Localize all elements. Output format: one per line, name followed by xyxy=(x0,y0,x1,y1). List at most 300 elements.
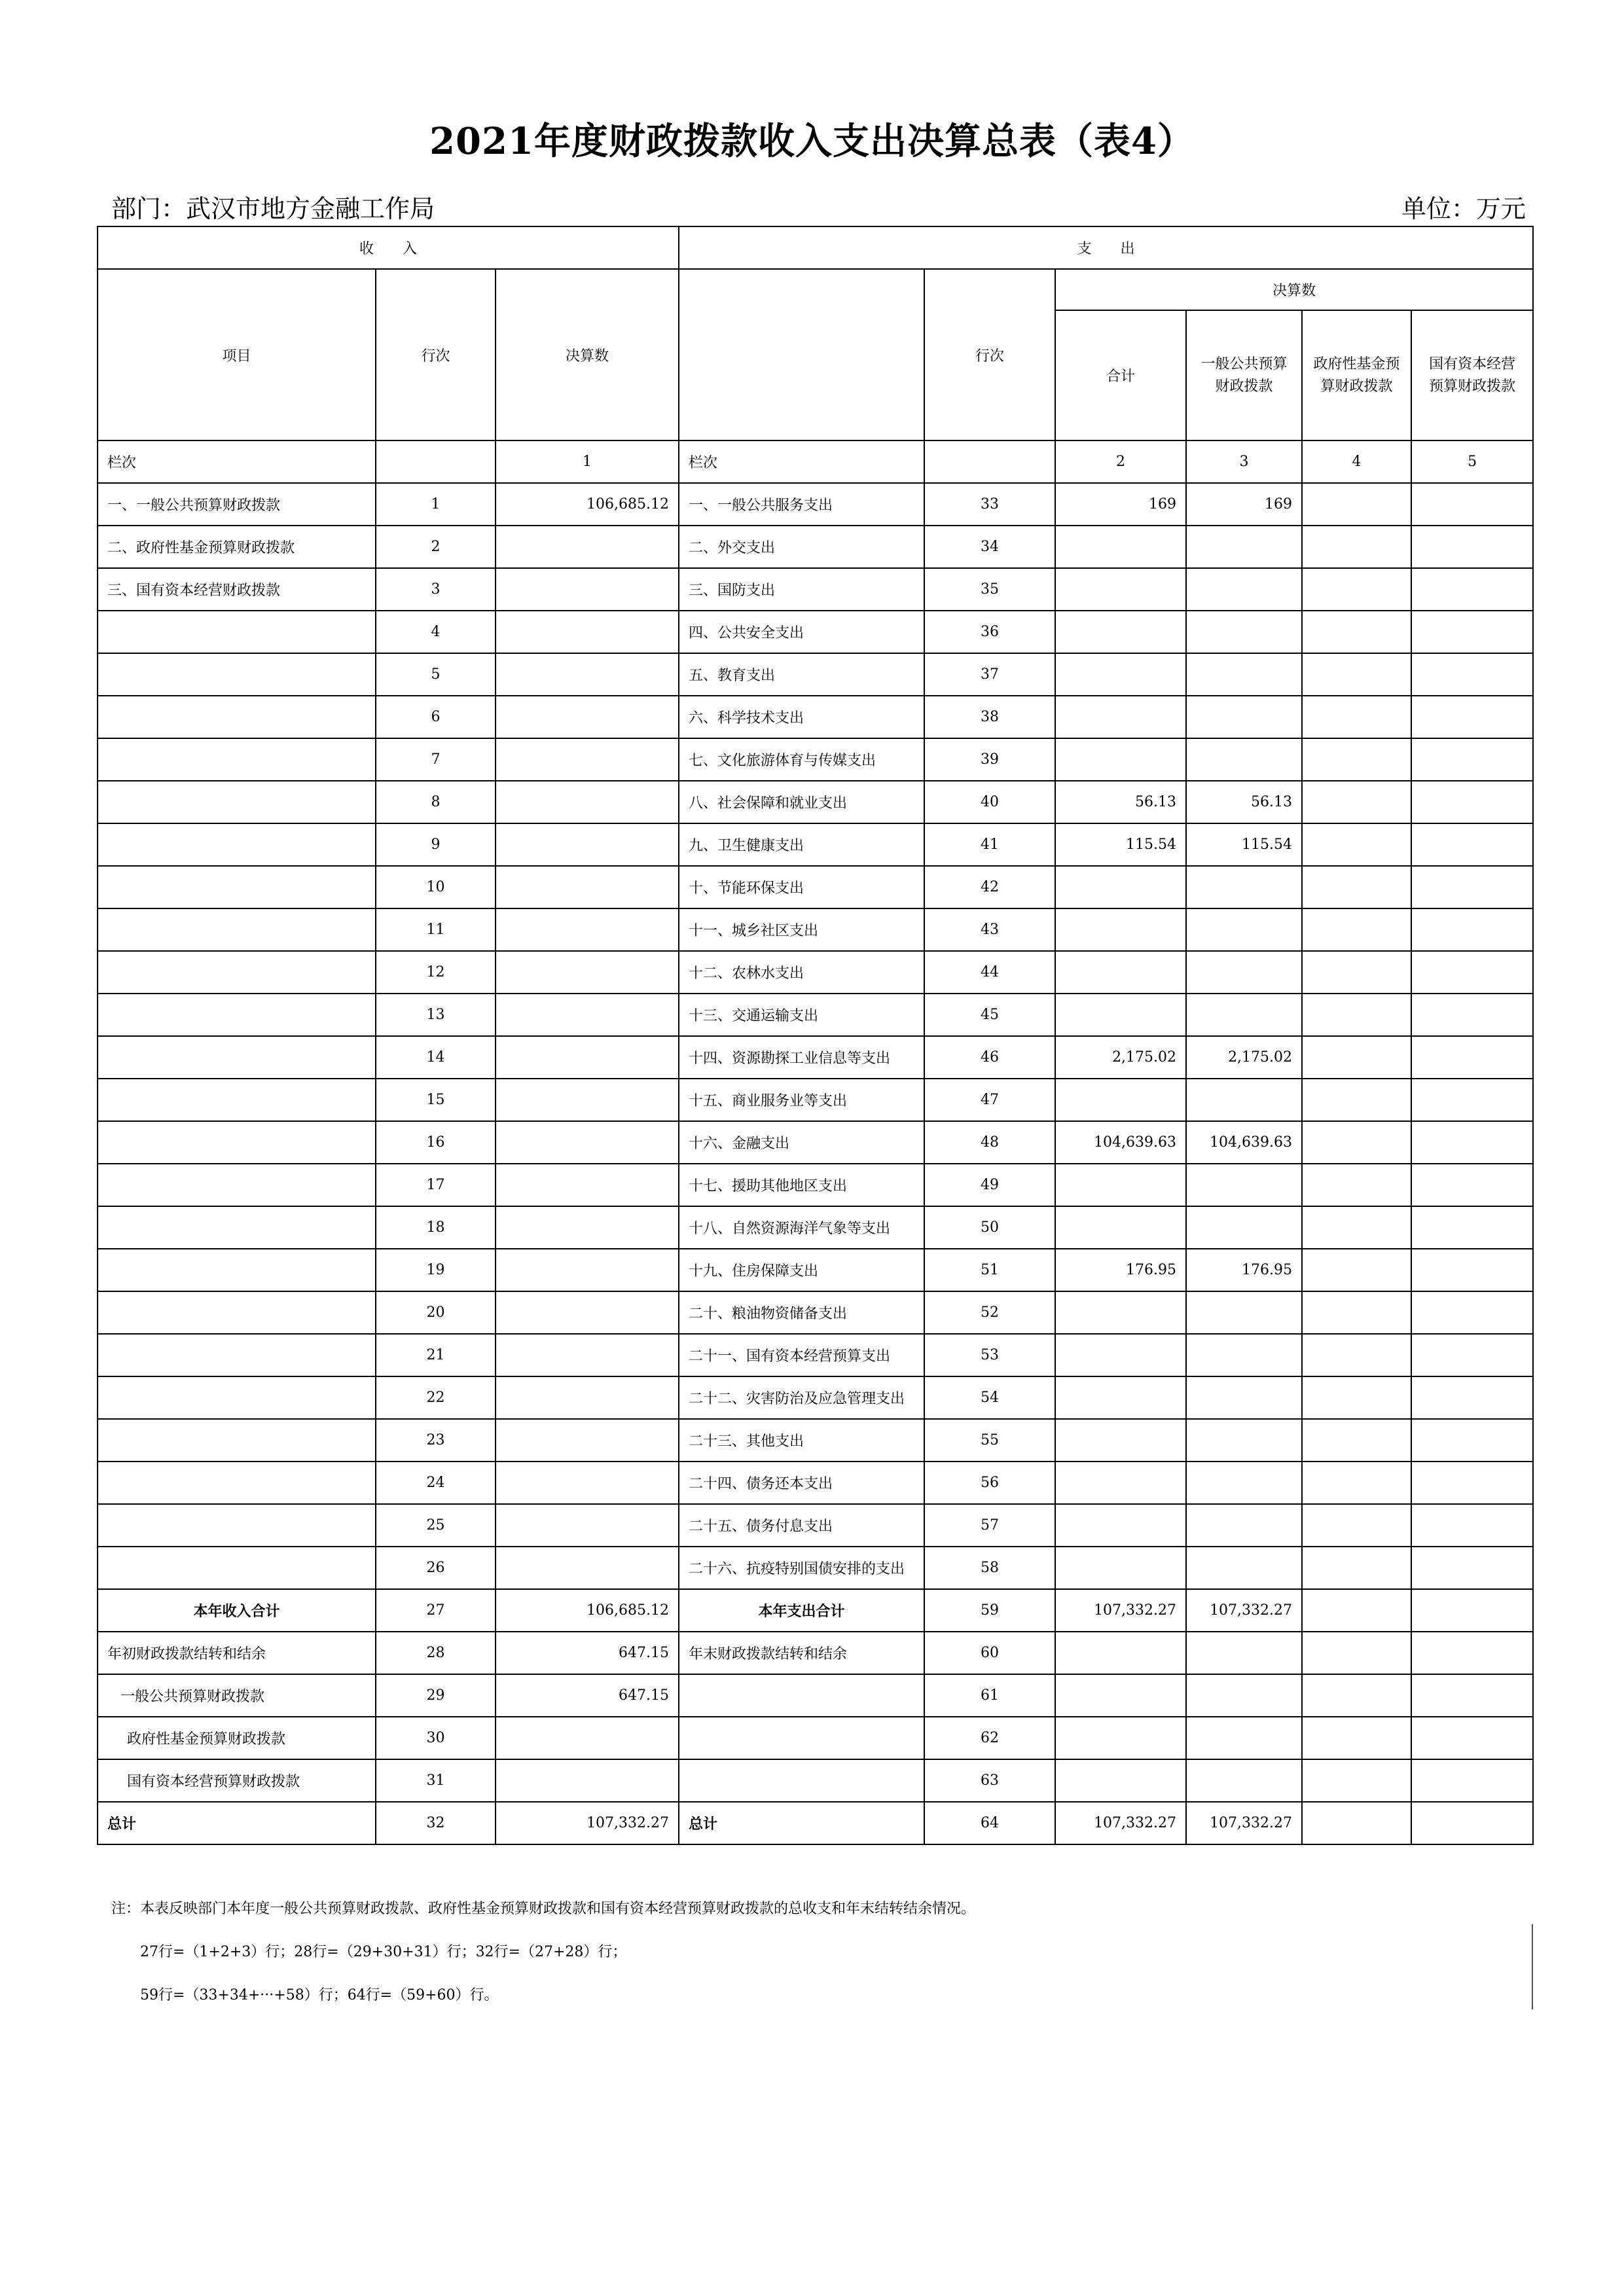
expense-state-capital xyxy=(1411,1419,1533,1462)
column-label-left: 栏次 xyxy=(98,440,376,483)
income-row-no: 17 xyxy=(376,1164,496,1206)
expense-general: 107,332.27 xyxy=(1186,1802,1302,1844)
table-row xyxy=(98,1376,1533,1419)
income-row-no: 4 xyxy=(376,611,496,653)
expense-item xyxy=(679,1759,924,1802)
expense-state-capital xyxy=(1411,1674,1533,1717)
income-item xyxy=(98,738,376,781)
expense-item: 十二、农林水支出 xyxy=(679,951,924,994)
income-item xyxy=(98,653,376,696)
header-income: 收 入 xyxy=(98,226,679,269)
expense-fund xyxy=(1302,1249,1411,1291)
expense-total xyxy=(1055,1632,1186,1674)
expense-row-no: 63 xyxy=(924,1759,1055,1802)
expense-row-no: 38 xyxy=(924,696,1055,738)
expense-fund xyxy=(1302,1674,1411,1717)
expense-state-capital xyxy=(1411,1334,1533,1376)
income-item xyxy=(98,1121,376,1164)
expense-general xyxy=(1186,951,1302,994)
expense-fund xyxy=(1302,1504,1411,1547)
header-expense-row-no: 行次 xyxy=(924,269,1055,440)
page-title: 2021年度财政拨款收入支出决算总表（表4） xyxy=(429,120,1195,163)
header-fund-budget: 政府性基金预算财政拨款 xyxy=(1302,310,1411,440)
expense-row-no: 42 xyxy=(924,866,1055,908)
expense-general xyxy=(1186,1632,1302,1674)
expense-general xyxy=(1186,908,1302,951)
table-row xyxy=(98,1504,1533,1547)
income-amount xyxy=(496,866,679,908)
table-row xyxy=(98,1717,1533,1759)
expense-total xyxy=(1055,1504,1186,1547)
income-row-no: 20 xyxy=(376,1291,496,1334)
expense-item xyxy=(679,1674,924,1717)
income-item: 三、国有资本经营财政拨款 xyxy=(98,568,376,611)
income-amount: 106,685.12 xyxy=(496,483,679,526)
expense-total xyxy=(1055,908,1186,951)
expense-item xyxy=(679,1717,924,1759)
expense-general xyxy=(1186,738,1302,781)
expense-state-capital xyxy=(1411,994,1533,1036)
income-row-no: 29 xyxy=(376,1674,496,1717)
income-amount xyxy=(496,526,679,568)
expense-state-capital xyxy=(1411,1206,1533,1249)
expense-fund xyxy=(1302,823,1411,866)
expense-item: 一、一般公共服务支出 xyxy=(679,483,924,526)
expense-fund xyxy=(1302,1334,1411,1376)
income-row-no: 16 xyxy=(376,1121,496,1164)
income-row-no: 25 xyxy=(376,1504,496,1547)
column-number: 5 xyxy=(1411,440,1533,483)
income-item xyxy=(98,994,376,1036)
income-row-no: 8 xyxy=(376,781,496,823)
expense-row-no: 37 xyxy=(924,653,1055,696)
expense-row-no: 59 xyxy=(924,1589,1055,1632)
income-row-no: 26 xyxy=(376,1547,496,1589)
expense-fund xyxy=(1302,1164,1411,1206)
expense-fund xyxy=(1302,1462,1411,1504)
expense-row-no: 54 xyxy=(924,1376,1055,1419)
expense-fund xyxy=(1302,1547,1411,1589)
column-empty xyxy=(924,440,1055,483)
expense-state-capital xyxy=(1411,1717,1533,1759)
expense-row-no: 43 xyxy=(924,908,1055,951)
income-item xyxy=(98,1079,376,1121)
expense-row-no: 48 xyxy=(924,1121,1055,1164)
table-row xyxy=(98,1419,1533,1462)
income-item xyxy=(98,908,376,951)
expense-general xyxy=(1186,1504,1302,1547)
expense-fund xyxy=(1302,1079,1411,1121)
expense-total xyxy=(1055,866,1186,908)
expense-state-capital xyxy=(1411,1802,1533,1844)
expense-state-capital xyxy=(1411,1589,1533,1632)
expense-fund xyxy=(1302,611,1411,653)
expense-state-capital xyxy=(1411,1291,1533,1334)
income-row-no: 27 xyxy=(376,1589,496,1632)
expense-total xyxy=(1055,951,1186,994)
expense-fund xyxy=(1302,1759,1411,1802)
expense-total xyxy=(1055,994,1186,1036)
expense-state-capital xyxy=(1411,1462,1533,1504)
expense-total: 2,175.02 xyxy=(1055,1036,1186,1079)
expense-fund xyxy=(1302,1632,1411,1674)
header-general-budget: 一般公共预算财政拨款 xyxy=(1186,310,1302,440)
expense-general xyxy=(1186,1206,1302,1249)
expense-state-capital xyxy=(1411,951,1533,994)
header-row-no: 行次 xyxy=(376,269,496,440)
expense-general xyxy=(1186,1462,1302,1504)
income-amount xyxy=(496,1547,679,1589)
table-row xyxy=(98,951,1533,994)
expense-item: 二十、粮油物资储备支出 xyxy=(679,1291,924,1334)
table-header-row-a xyxy=(98,269,1533,310)
income-item xyxy=(98,1291,376,1334)
expense-state-capital xyxy=(1411,1376,1533,1419)
margin-line xyxy=(1532,1924,1533,2009)
income-amount xyxy=(496,994,679,1036)
table-row xyxy=(98,1164,1533,1206)
expense-row-no: 50 xyxy=(924,1206,1055,1249)
expense-item: 本年支出合计 xyxy=(679,1589,924,1632)
expense-item: 二十二、灾害防治及应急管理支出 xyxy=(679,1376,924,1419)
expense-total xyxy=(1055,1079,1186,1121)
expense-general xyxy=(1186,1419,1302,1462)
income-item xyxy=(98,1036,376,1079)
expense-item: 十三、交通运输支出 xyxy=(679,994,924,1036)
expense-fund xyxy=(1302,653,1411,696)
income-row-no: 15 xyxy=(376,1079,496,1121)
expense-total xyxy=(1055,696,1186,738)
income-row-no: 21 xyxy=(376,1334,496,1376)
table-row xyxy=(98,823,1533,866)
expense-item: 二十四、债务还本支出 xyxy=(679,1462,924,1504)
income-item xyxy=(98,781,376,823)
note-line: 27行=（1+2+3）行；28行=（29+30+31）行；32行=（27+28）行； xyxy=(140,1944,627,1960)
expense-item: 十八、自然资源海洋气象等支出 xyxy=(679,1206,924,1249)
expense-row-no: 49 xyxy=(924,1164,1055,1206)
table-row xyxy=(98,908,1533,951)
column-label-right: 栏次 xyxy=(679,440,924,483)
expense-item: 二十三、其他支出 xyxy=(679,1419,924,1462)
expense-total xyxy=(1055,1674,1186,1717)
income-amount xyxy=(496,908,679,951)
income-amount xyxy=(496,568,679,611)
expense-general xyxy=(1186,994,1302,1036)
table-row xyxy=(98,1079,1533,1121)
header-expense-item xyxy=(679,269,924,440)
income-amount xyxy=(496,1121,679,1164)
expense-total xyxy=(1055,1164,1186,1206)
expense-general: 115.54 xyxy=(1186,823,1302,866)
income-amount xyxy=(496,1291,679,1334)
table-row xyxy=(98,1036,1533,1079)
expense-total xyxy=(1055,1759,1186,1802)
table-row xyxy=(98,1802,1533,1844)
header-state-capital: 国有资本经营预算财政拨款 xyxy=(1411,310,1533,440)
income-item xyxy=(98,1504,376,1547)
expense-item: 二、外交支出 xyxy=(679,526,924,568)
income-row-no: 19 xyxy=(376,1249,496,1291)
income-item: 一般公共预算财政拨款 xyxy=(98,1674,376,1717)
unit-label: 单位：万元 xyxy=(1401,194,1526,223)
income-amount xyxy=(496,1376,679,1419)
expense-total xyxy=(1055,1547,1186,1589)
income-amount xyxy=(496,738,679,781)
table-row xyxy=(98,1334,1533,1376)
expense-general: 169 xyxy=(1186,483,1302,526)
expense-general xyxy=(1186,1674,1302,1717)
table-row xyxy=(98,526,1533,568)
income-row-no: 13 xyxy=(376,994,496,1036)
income-item xyxy=(98,1206,376,1249)
income-row-no: 18 xyxy=(376,1206,496,1249)
expense-item: 七、文化旅游体育与传媒支出 xyxy=(679,738,924,781)
header-expense: 支 出 xyxy=(679,226,1533,269)
expense-row-no: 41 xyxy=(924,823,1055,866)
income-amount xyxy=(496,653,679,696)
expense-total xyxy=(1055,1419,1186,1462)
income-row-no: 30 xyxy=(376,1717,496,1759)
income-row-no: 23 xyxy=(376,1419,496,1462)
table-row xyxy=(98,1589,1533,1632)
expense-item: 十五、商业服务业等支出 xyxy=(679,1079,924,1121)
expense-fund xyxy=(1302,1419,1411,1462)
expense-total: 107,332.27 xyxy=(1055,1802,1186,1844)
expense-fund xyxy=(1302,568,1411,611)
expense-item: 二十六、抗疫特别国债安排的支出 xyxy=(679,1547,924,1589)
expense-state-capital xyxy=(1411,526,1533,568)
expense-general xyxy=(1186,1376,1302,1419)
expense-general xyxy=(1186,611,1302,653)
header-total: 合计 xyxy=(1055,310,1186,440)
table-row xyxy=(98,1547,1533,1589)
expense-item: 六、科学技术支出 xyxy=(679,696,924,738)
income-amount xyxy=(496,1334,679,1376)
column-number: 3 xyxy=(1186,440,1302,483)
income-item xyxy=(98,1164,376,1206)
income-amount xyxy=(496,1036,679,1079)
expense-fund xyxy=(1302,994,1411,1036)
expense-fund xyxy=(1302,696,1411,738)
expense-total xyxy=(1055,568,1186,611)
expense-general xyxy=(1186,1547,1302,1589)
income-item xyxy=(98,823,376,866)
expense-general xyxy=(1186,1759,1302,1802)
expense-state-capital xyxy=(1411,1121,1533,1164)
expense-item: 十六、金融支出 xyxy=(679,1121,924,1164)
expense-item: 十九、住房保障支出 xyxy=(679,1249,924,1291)
income-amount xyxy=(496,1419,679,1462)
table-row xyxy=(98,994,1533,1036)
expense-fund xyxy=(1302,738,1411,781)
income-item xyxy=(98,1249,376,1291)
column-number-row xyxy=(98,440,1533,483)
note-line: 注：本表反映部门本年度一般公共预算财政拨款、政府性基金预算财政拨款和国有资本经营预算财政拨款的总收支和年末结转结余情况。 xyxy=(111,1901,976,1917)
table-row xyxy=(98,1249,1533,1291)
expense-row-no: 51 xyxy=(924,1249,1055,1291)
expense-state-capital xyxy=(1411,611,1533,653)
table-row xyxy=(98,866,1533,908)
expense-row-no: 36 xyxy=(924,611,1055,653)
income-item xyxy=(98,951,376,994)
expense-fund xyxy=(1302,1291,1411,1334)
expense-total xyxy=(1055,526,1186,568)
table-row xyxy=(98,781,1533,823)
expense-row-no: 46 xyxy=(924,1036,1055,1079)
expense-general xyxy=(1186,1291,1302,1334)
table-row xyxy=(98,1674,1533,1717)
table-row xyxy=(98,696,1533,738)
table-notes xyxy=(111,1888,975,2017)
expense-total xyxy=(1055,738,1186,781)
table-row xyxy=(98,653,1533,696)
expense-state-capital xyxy=(1411,1632,1533,1674)
expense-item: 四、公共安全支出 xyxy=(679,611,924,653)
expense-total xyxy=(1055,653,1186,696)
expense-state-capital xyxy=(1411,866,1533,908)
income-row-no: 12 xyxy=(376,951,496,994)
table-row xyxy=(98,738,1533,781)
expense-state-capital xyxy=(1411,908,1533,951)
expense-state-capital xyxy=(1411,1164,1533,1206)
expense-state-capital xyxy=(1411,483,1533,526)
income-row-no: 32 xyxy=(376,1802,496,1844)
expense-row-no: 44 xyxy=(924,951,1055,994)
income-amount xyxy=(496,1462,679,1504)
table-row xyxy=(98,568,1533,611)
expense-state-capital xyxy=(1411,696,1533,738)
expense-total xyxy=(1055,1206,1186,1249)
income-amount: 106,685.12 xyxy=(496,1589,679,1632)
column-number: 4 xyxy=(1302,440,1411,483)
income-item xyxy=(98,866,376,908)
income-amount xyxy=(496,1206,679,1249)
expense-row-no: 34 xyxy=(924,526,1055,568)
income-amount xyxy=(496,1759,679,1802)
expense-item: 十七、援助其他地区支出 xyxy=(679,1164,924,1206)
expense-row-no: 56 xyxy=(924,1462,1055,1504)
table-header-income-expense xyxy=(98,226,1533,269)
income-row-no: 24 xyxy=(376,1462,496,1504)
expense-general xyxy=(1186,696,1302,738)
expense-fund xyxy=(1302,1206,1411,1249)
income-amount xyxy=(496,611,679,653)
header-amount-group: 决算数 xyxy=(1055,269,1533,310)
final-accounts-table xyxy=(97,226,1534,1845)
income-amount: 647.15 xyxy=(496,1632,679,1674)
income-amount xyxy=(496,1079,679,1121)
income-amount xyxy=(496,1717,679,1759)
expense-fund xyxy=(1302,1589,1411,1632)
income-item: 本年收入合计 xyxy=(98,1589,376,1632)
income-item xyxy=(98,696,376,738)
expense-row-no: 35 xyxy=(924,568,1055,611)
column-empty xyxy=(376,440,496,483)
expense-item: 三、国防支出 xyxy=(679,568,924,611)
expense-item: 十、节能环保支出 xyxy=(679,866,924,908)
expense-general xyxy=(1186,1079,1302,1121)
expense-row-no: 60 xyxy=(924,1632,1055,1674)
table-row xyxy=(98,1759,1533,1802)
expense-state-capital xyxy=(1411,781,1533,823)
expense-total: 56.13 xyxy=(1055,781,1186,823)
expense-general xyxy=(1186,1334,1302,1376)
expense-item: 二十一、国有资本经营预算支出 xyxy=(679,1334,924,1376)
expense-general: 104,639.63 xyxy=(1186,1121,1302,1164)
income-item xyxy=(98,611,376,653)
expense-fund xyxy=(1302,866,1411,908)
income-row-no: 5 xyxy=(376,653,496,696)
expense-row-no: 61 xyxy=(924,1674,1055,1717)
expense-item: 十一、城乡社区支出 xyxy=(679,908,924,951)
expense-general: 56.13 xyxy=(1186,781,1302,823)
expense-state-capital xyxy=(1411,653,1533,696)
expense-general xyxy=(1186,1164,1302,1206)
income-item: 政府性基金预算财政拨款 xyxy=(98,1717,376,1759)
income-row-no: 2 xyxy=(376,526,496,568)
expense-fund xyxy=(1302,1121,1411,1164)
income-amount xyxy=(496,1504,679,1547)
expense-fund xyxy=(1302,483,1411,526)
expense-total xyxy=(1055,611,1186,653)
income-item: 一、一般公共预算财政拨款 xyxy=(98,483,376,526)
department-label: 部门：武汉市地方金融工作局 xyxy=(111,194,435,223)
expense-row-no: 55 xyxy=(924,1419,1055,1462)
expense-total xyxy=(1055,1717,1186,1759)
expense-row-no: 58 xyxy=(924,1547,1055,1589)
expense-total xyxy=(1055,1291,1186,1334)
expense-item: 十四、资源勘探工业信息等支出 xyxy=(679,1036,924,1079)
expense-fund xyxy=(1302,1802,1411,1844)
income-row-no: 1 xyxy=(376,483,496,526)
expense-total xyxy=(1055,1376,1186,1419)
expense-row-no: 57 xyxy=(924,1504,1055,1547)
expense-state-capital xyxy=(1411,823,1533,866)
expense-general xyxy=(1186,653,1302,696)
expense-general xyxy=(1186,1717,1302,1759)
expense-fund xyxy=(1302,908,1411,951)
expense-general xyxy=(1186,568,1302,611)
income-item: 国有资本经营预算财政拨款 xyxy=(98,1759,376,1802)
table-row xyxy=(98,1632,1533,1674)
income-amount xyxy=(496,951,679,994)
expense-fund xyxy=(1302,1036,1411,1079)
expense-row-no: 39 xyxy=(924,738,1055,781)
expense-state-capital xyxy=(1411,1249,1533,1291)
expense-total: 107,332.27 xyxy=(1055,1589,1186,1632)
expense-total xyxy=(1055,1462,1186,1504)
table-row xyxy=(98,1121,1533,1164)
expense-fund xyxy=(1302,781,1411,823)
income-row-no: 9 xyxy=(376,823,496,866)
income-row-no: 3 xyxy=(376,568,496,611)
income-row-no: 7 xyxy=(376,738,496,781)
expense-row-no: 64 xyxy=(924,1802,1055,1844)
expense-general xyxy=(1186,866,1302,908)
income-row-no: 14 xyxy=(376,1036,496,1079)
income-item xyxy=(98,1334,376,1376)
income-row-no: 11 xyxy=(376,908,496,951)
income-amount xyxy=(496,696,679,738)
table-row xyxy=(98,1462,1533,1504)
table-row xyxy=(98,1291,1533,1334)
income-row-no: 31 xyxy=(376,1759,496,1802)
expense-row-no: 47 xyxy=(924,1079,1055,1121)
income-amount xyxy=(496,781,679,823)
expense-general: 176.95 xyxy=(1186,1249,1302,1291)
expense-state-capital xyxy=(1411,1759,1533,1802)
expense-fund xyxy=(1302,951,1411,994)
